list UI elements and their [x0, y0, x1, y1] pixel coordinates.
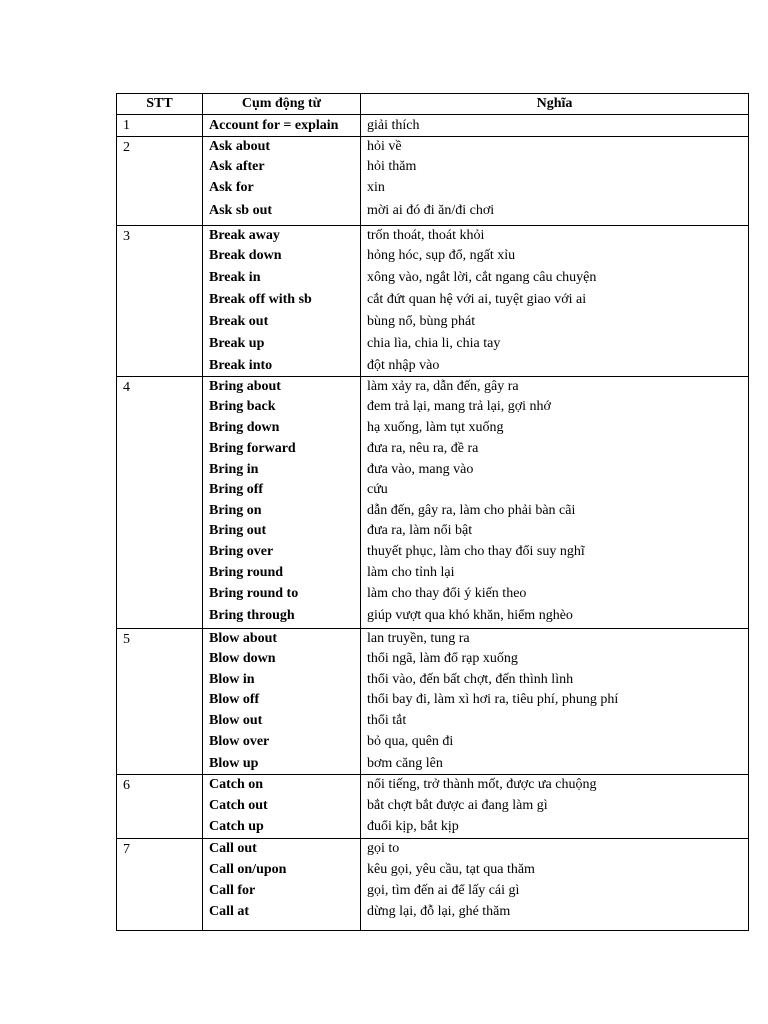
- phrasal-verb: Break away: [209, 228, 280, 243]
- meaning: mời ai đó đi ăn/đi chơi: [367, 203, 495, 218]
- meaning: thổi bay đi, làm xì hơi ra, tiêu phí, phung phí: [367, 692, 619, 707]
- stt-cell: [117, 629, 203, 775]
- stt-number: 7: [123, 842, 130, 857]
- meaning: làm cho thay đổi ý kiến theo: [367, 586, 527, 601]
- phrasal-verb-cell: [203, 377, 361, 629]
- phrasal-verb: Ask after: [209, 159, 265, 174]
- phrasal-verb: Call at: [209, 904, 250, 919]
- phrasal-verb: Break out: [209, 314, 269, 329]
- table-row: [117, 839, 749, 931]
- phrasal-verb: Break off with sb: [209, 292, 312, 307]
- meaning: xông vào, ngắt lời, cắt ngang câu chuyện: [367, 270, 597, 285]
- meaning-cell: [361, 629, 749, 775]
- header-meaning: Nghĩa: [361, 94, 749, 115]
- phrasal-verb: Blow about: [209, 631, 278, 646]
- phrasal-verb: Bring out: [209, 523, 267, 538]
- meaning: trốn thoát, thoát khỏi: [367, 228, 485, 243]
- meaning: đem trả lại, mang trả lại, gợi nhớ: [367, 399, 551, 414]
- meaning: đột nhập vào: [367, 358, 440, 373]
- meaning: lan truyền, tung ra: [367, 631, 470, 646]
- phrasal-verb: Account for = explain: [209, 118, 339, 133]
- phrasal-verb: Call on/upon: [209, 862, 287, 877]
- table-row: [117, 137, 749, 226]
- meaning: nổi tiếng, trở thành mốt, được ưa chuộng: [367, 777, 597, 792]
- header-stt: STT: [117, 94, 203, 115]
- meaning: bơm căng lên: [367, 756, 443, 771]
- stt-number: 3: [123, 229, 130, 244]
- meaning-cell: [361, 226, 749, 377]
- meaning-cell: [361, 839, 749, 931]
- phrasal-verb: Break down: [209, 248, 282, 263]
- meaning: cắt đứt quan hệ với ai, tuyệt giao với ai: [367, 292, 587, 307]
- table-row: [117, 775, 749, 839]
- phrasal-verb: Call for: [209, 883, 256, 898]
- phrasal-verb: Bring through: [209, 608, 295, 623]
- phrasal-verb: Bring forward: [209, 441, 296, 456]
- meaning: làm cho tỉnh lại: [367, 565, 455, 580]
- meaning-cell: [361, 137, 749, 226]
- phrasal-verb: Catch up: [209, 819, 264, 834]
- phrasal-verb: Break up: [209, 336, 265, 351]
- meaning: gọi to: [367, 841, 400, 856]
- phrasal-verb: Catch out: [209, 798, 268, 813]
- meaning: hỏi thăm: [367, 159, 417, 174]
- meaning: dừng lại, đỗ lại, ghé thăm: [367, 904, 511, 919]
- meaning: giúp vượt qua khó khăn, hiểm nghèo: [367, 608, 573, 623]
- meaning: chia lìa, chia li, chia tay: [367, 336, 501, 351]
- phrasal-verb: Call out: [209, 841, 257, 856]
- meaning: thổi ngã, làm đổ rạp xuống: [367, 651, 518, 666]
- meaning-cell: [361, 115, 749, 137]
- phrasal-verb: Bring about: [209, 379, 281, 394]
- phrasal-verb: Bring round: [209, 565, 284, 580]
- meaning: gọi, tìm đến ai để lấy cái gì: [367, 883, 520, 898]
- meaning: xin: [367, 180, 385, 195]
- table-header-row: [117, 94, 749, 115]
- phrasal-verb: Blow over: [209, 734, 270, 749]
- table-row: [117, 115, 749, 137]
- meaning: giải thích: [367, 118, 420, 133]
- phrasal-verb: Bring off: [209, 482, 264, 497]
- stt-cell: [117, 226, 203, 377]
- phrasal-verb-table: [116, 93, 749, 931]
- meaning: đưa ra, nêu ra, đề ra: [367, 441, 479, 456]
- meaning-cell: [361, 775, 749, 839]
- stt-number: 6: [123, 778, 130, 793]
- meaning: bùng nổ, bùng phát: [367, 314, 476, 329]
- stt-number: 1: [123, 118, 130, 133]
- meaning: đưa ra, làm nổi bật: [367, 523, 473, 538]
- phrasal-verb: Blow in: [209, 672, 255, 687]
- table-row: [117, 377, 749, 629]
- phrasal-verb: Blow off: [209, 692, 260, 707]
- phrasal-verb: Break in: [209, 270, 261, 285]
- stt-number: 4: [123, 380, 130, 395]
- phrasal-verb: Ask for: [209, 180, 254, 195]
- meaning: thổi tắt: [367, 713, 407, 728]
- meaning: dẫn đến, gây ra, làm cho phải bàn cãi: [367, 503, 576, 518]
- meaning: làm xảy ra, dẫn đến, gây ra: [367, 379, 519, 394]
- phrasal-verb-cell: [203, 775, 361, 839]
- phrasal-verb: Break into: [209, 358, 273, 373]
- phrasal-verb: Bring down: [209, 420, 280, 435]
- stt-cell: [117, 839, 203, 931]
- phrasal-verb: Bring over: [209, 544, 274, 559]
- meaning: cứu: [367, 482, 388, 497]
- phrasal-verb: Bring round to: [209, 586, 299, 601]
- phrasal-verb: Ask about: [209, 139, 271, 154]
- phrasal-verb-cell: [203, 226, 361, 377]
- meaning: bắt chợt bắt được ai đang làm gì: [367, 798, 548, 813]
- stt-cell: [117, 137, 203, 226]
- meaning: hỏi về: [367, 139, 402, 154]
- phrasal-verb: Catch on: [209, 777, 264, 792]
- phrasal-verb: Ask sb out: [209, 203, 273, 218]
- meaning: hạ xuống, làm tụt xuống: [367, 420, 504, 435]
- meaning: thuyết phục, làm cho thay đổi suy nghĩ: [367, 544, 585, 559]
- stt-cell: [117, 377, 203, 629]
- meaning: đưa vào, mang vào: [367, 462, 474, 477]
- table-body: [117, 115, 749, 931]
- stt-number: 5: [123, 632, 130, 647]
- meaning: kêu gọi, yêu cầu, tạt qua thăm: [367, 862, 535, 877]
- phrasal-verb-cell: [203, 629, 361, 775]
- table-row: [117, 629, 749, 775]
- phrasal-verb-cell: [203, 839, 361, 931]
- phrasal-verb: Blow down: [209, 651, 276, 666]
- meaning: hỏng hóc, sụp đổ, ngất xỉu: [367, 248, 516, 263]
- meaning-cell: [361, 377, 749, 629]
- header-phrasal-verb: Cụm động từ: [203, 94, 361, 115]
- phrasal-verb: Bring on: [209, 503, 262, 518]
- phrasal-verb-cell: [203, 137, 361, 226]
- table-row: [117, 226, 749, 377]
- meaning: đuổi kịp, bắt kịp: [367, 819, 459, 834]
- phrasal-verb: Blow up: [209, 756, 259, 771]
- phrasal-verb: Bring back: [209, 399, 276, 414]
- stt-number: 2: [123, 140, 130, 155]
- stt-cell: [117, 775, 203, 839]
- phrasal-verb: Blow out: [209, 713, 263, 728]
- phrasal-verb: Bring in: [209, 462, 259, 477]
- phrasal-verb-cell: [203, 115, 361, 137]
- meaning: thổi vào, đến bất chợt, đến thình lình: [367, 672, 574, 687]
- stt-cell: [117, 115, 203, 137]
- meaning: bỏ qua, quên đi: [367, 734, 454, 749]
